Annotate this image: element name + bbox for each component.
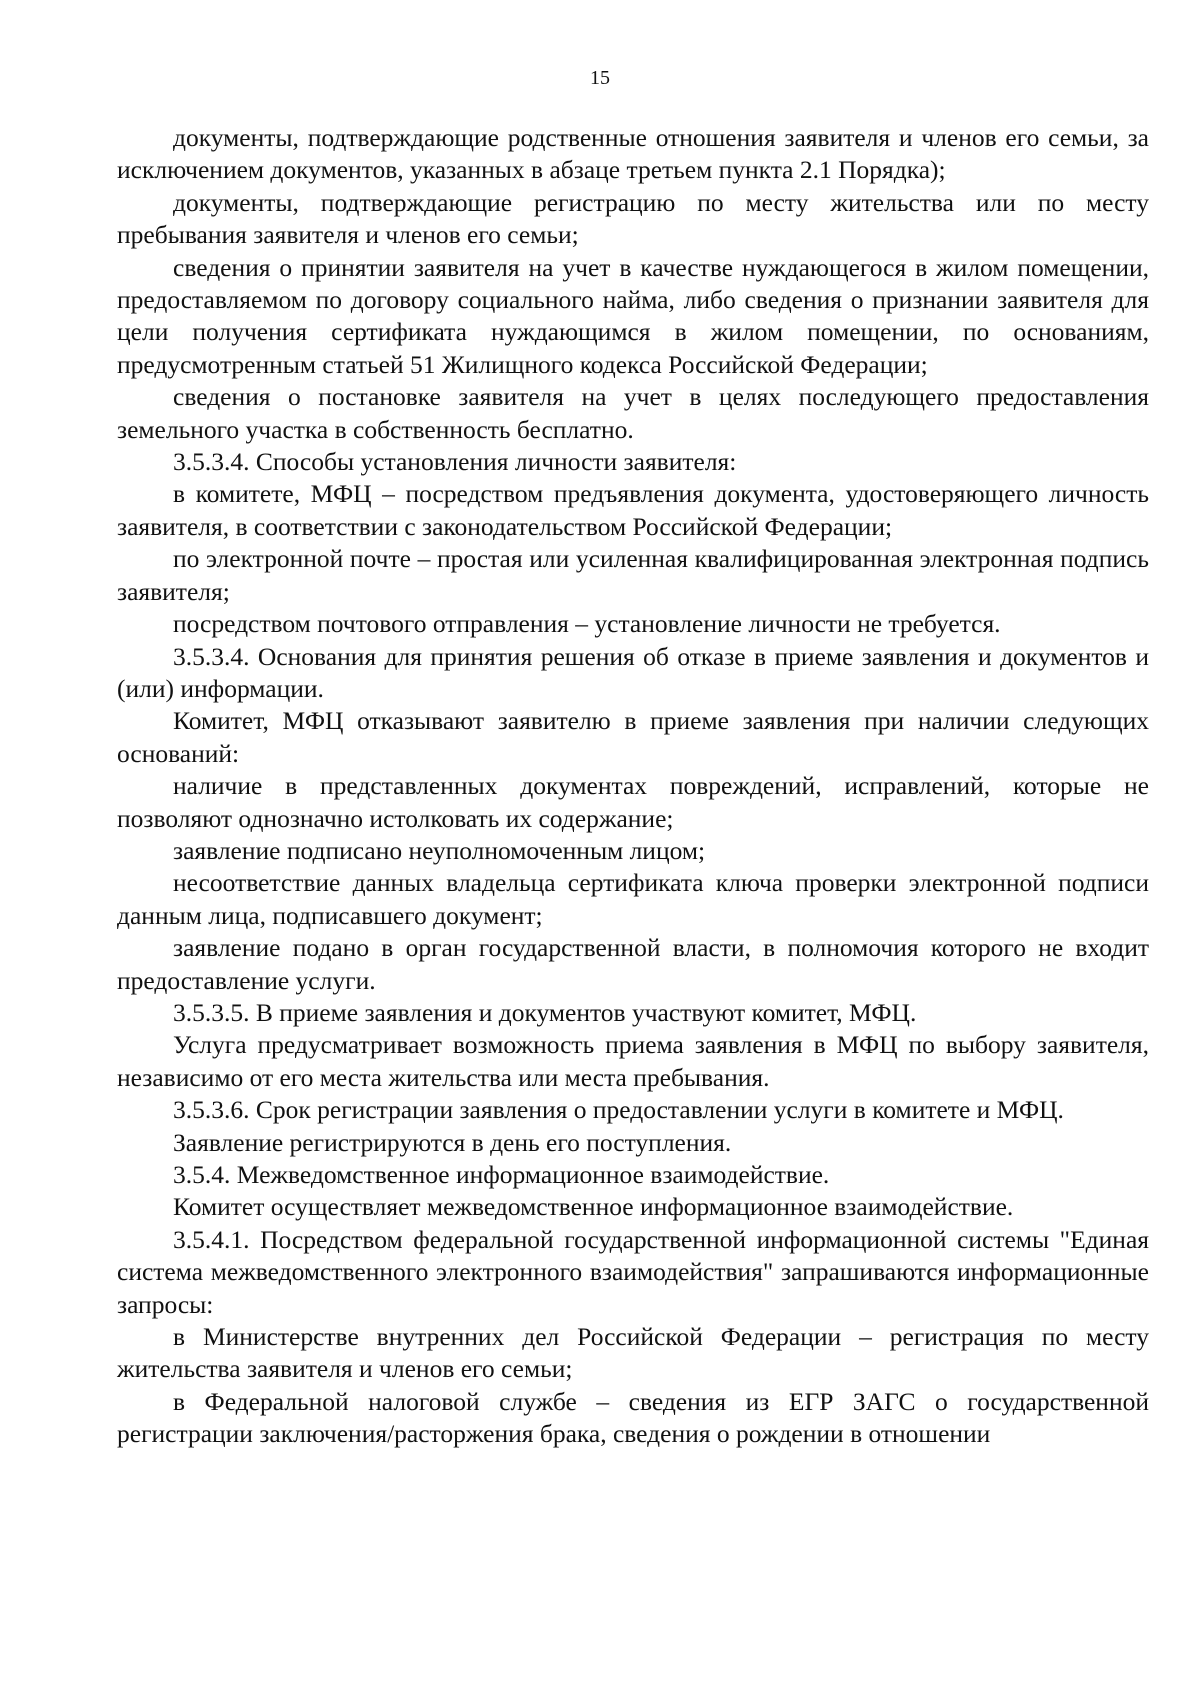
- paragraph-land-plot-info: сведения о постановке заявителя на учет в целях последующего предоставления земельного участка в собственность бесплатно.: [117, 382, 1149, 444]
- paragraph-refusal-wrong-authority: заявление подано в орган государственной власти, в полномочия которого не входит предоставление услуги.: [117, 933, 1149, 995]
- paragraph-fns-request: в Федеральной налоговой службе – сведения из ЕГР ЗАГС о государственной регистрации заключения/расторжения брака, сведения о рождении в отношении: [117, 1386, 1149, 1449]
- paragraph-family-relationship-documents: документы, подтверждающие родственные отношения заявителя и членов его семьи, за исключением документов, указанных в абзаце третьем пункта 2.1 Порядка);: [117, 123, 1149, 185]
- paragraph-mvd-request: в Министерстве внутренних дел Российской Федерации – регистрация по месту жительства заявителя и членов его семьи;: [117, 1322, 1149, 1384]
- paragraph-identity-in-committee: в комитете, МФЦ – посредством предъявления документа, удостоверяющего личность заявителя, в соответствии с законодательством Российской Федерации;: [117, 479, 1149, 541]
- page-number: 15: [590, 67, 610, 89]
- section-heading-smev-requests: 3.5.4.1. Посредством федеральной государственной информационной системы "Единая система межведомственного электронного взаимодействия" запрашиваются информационные запросы:: [117, 1224, 1149, 1319]
- paragraph-refusal-damaged-documents: наличие в представленных документах повреждений, исправлений, которые не позволяют однозначно истолковать их содержание;: [117, 771, 1149, 833]
- paragraph-housing-need-info: сведения о принятии заявителя на учет в качестве нуждающегося в жилом помещении, предоставляемом по договору социального найма, либо сведения о признании заявителя для цели получения сертификата нуждающимся в жилом помещении, по основаниям, предусмотренным статьей 51 Жилищного кодекса Российской Федерации;: [117, 252, 1149, 379]
- paragraph-identity-by-post: посредством почтового отправления – установление личности не требуется.: [173, 609, 1001, 639]
- section-heading-identity-methods: 3.5.3.4. Способы установления личности заявителя:: [173, 447, 737, 477]
- section-heading-interagency: 3.5.4. Межведомственное информационное взаимодействие.: [173, 1160, 830, 1189]
- section-heading-participants: 3.5.3.5. В приеме заявления и документов участвуют комитет, МФЦ.: [173, 997, 917, 1027]
- paragraph-committee-interagency: Комитет осуществляет межведомственное информационное взаимодействие.: [173, 1192, 1014, 1222]
- paragraph-refusal-unauthorized-signer: заявление подписано неуполномоченным лицом;: [173, 835, 706, 865]
- section-heading-registration-period: 3.5.3.6. Срок регистрации заявления о предоставлении услуги в комитете и МФЦ.: [173, 1095, 1064, 1125]
- paragraph-registration-documents: документы, подтверждающие регистрацию по месту жительства или по месту пребывания заявителя и членов его семьи;: [117, 187, 1149, 250]
- paragraph-mfc-choice: Услуга предусматривает возможность приема заявления в МФЦ по выбору заявителя, независимо от его места жительства или места пребывания.: [117, 1030, 1149, 1092]
- document-body: [117, 122, 1149, 1451]
- paragraph-refusal-signature-mismatch: несоответствие данных владельца сертификата ключа проверки электронной подписи данным лица, подписавшего документ;: [117, 868, 1149, 930]
- paragraph-registration-day: Заявление регистрируются в день его поступления.: [173, 1127, 732, 1157]
- paragraph-refusal-intro: Комитет, МФЦ отказывают заявителю в приеме заявления при наличии следующих оснований:: [117, 706, 1149, 768]
- section-heading-refusal-grounds: 3.5.3.4. Основания для принятия решения об отказе в приеме заявления и документов и (или) информации.: [117, 641, 1149, 703]
- paragraph-identity-by-email: по электронной почте – простая или усиленная квалифицированная электронная подпись заявителя;: [117, 544, 1149, 606]
